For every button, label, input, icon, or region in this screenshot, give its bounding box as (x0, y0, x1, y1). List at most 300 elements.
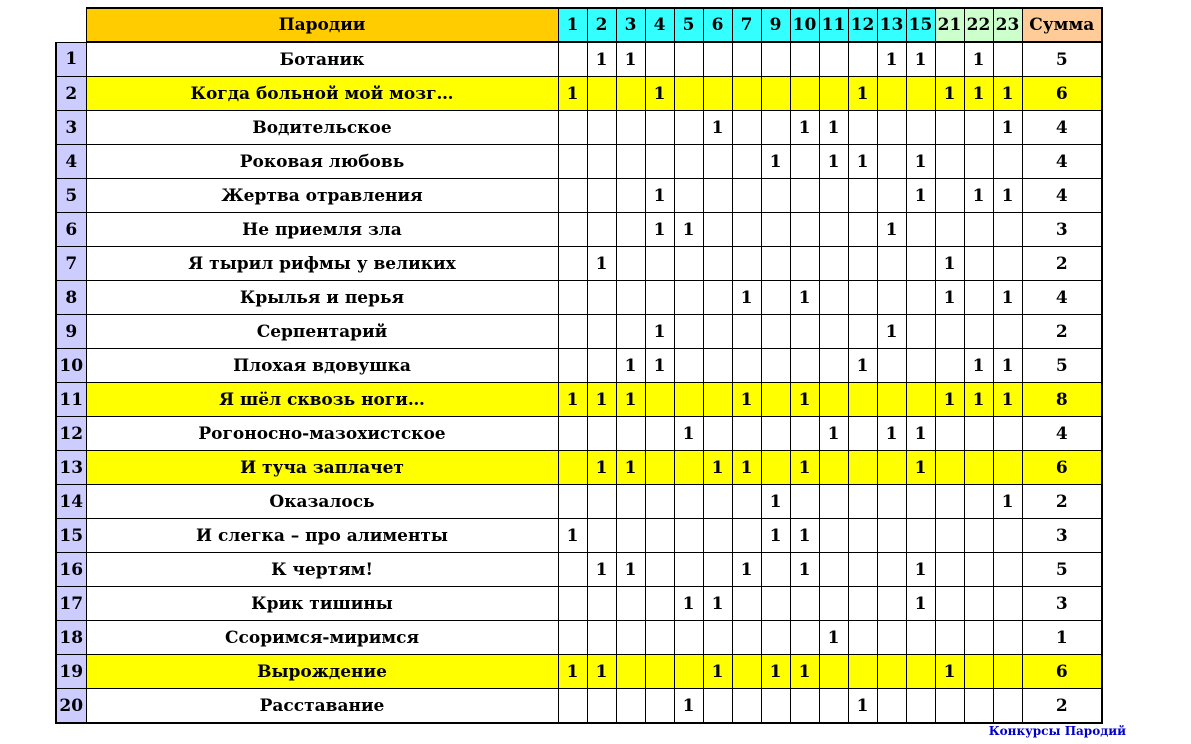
vote-cell[interactable] (674, 111, 703, 145)
vote-cell[interactable] (645, 587, 674, 621)
sum-cell[interactable]: 1 (1022, 621, 1102, 655)
vote-cell[interactable]: 1 (732, 451, 761, 485)
vote-cell[interactable] (964, 621, 993, 655)
parodies-column-header[interactable]: Пародии (86, 8, 558, 42)
vote-cell[interactable] (848, 519, 877, 553)
vote-cell[interactable] (993, 519, 1022, 553)
vote-cell[interactable] (906, 349, 935, 383)
parody-title-cell[interactable]: Жертва отравления (86, 179, 558, 213)
vote-cell[interactable] (761, 451, 790, 485)
vote-cell[interactable] (935, 519, 964, 553)
vote-cell[interactable] (964, 145, 993, 179)
judge-column-header[interactable]: 22 (964, 8, 993, 42)
vote-cell[interactable]: 1 (935, 77, 964, 111)
vote-cell[interactable] (964, 451, 993, 485)
vote-cell[interactable]: 1 (906, 417, 935, 451)
vote-cell[interactable] (964, 655, 993, 689)
vote-cell[interactable] (732, 77, 761, 111)
vote-cell[interactable] (645, 111, 674, 145)
vote-cell[interactable] (848, 179, 877, 213)
parody-title-cell[interactable]: Не приемля зла (86, 213, 558, 247)
vote-cell[interactable] (877, 247, 906, 281)
vote-cell[interactable] (732, 349, 761, 383)
vote-cell[interactable]: 1 (906, 42, 935, 77)
sum-column-header[interactable]: Сумма (1022, 8, 1102, 42)
vote-cell[interactable]: 1 (935, 655, 964, 689)
vote-cell[interactable] (761, 621, 790, 655)
sum-cell[interactable]: 4 (1022, 179, 1102, 213)
vote-cell[interactable] (703, 417, 732, 451)
vote-cell[interactable] (761, 77, 790, 111)
vote-cell[interactable] (558, 349, 587, 383)
vote-cell[interactable] (819, 383, 848, 417)
parody-title-cell[interactable]: Серпентарий (86, 315, 558, 349)
vote-cell[interactable] (674, 655, 703, 689)
vote-cell[interactable]: 1 (732, 383, 761, 417)
vote-cell[interactable] (616, 247, 645, 281)
vote-cell[interactable] (935, 42, 964, 77)
vote-cell[interactable] (732, 485, 761, 519)
vote-cell[interactable] (703, 145, 732, 179)
vote-cell[interactable] (964, 417, 993, 451)
sum-cell[interactable]: 2 (1022, 247, 1102, 281)
vote-cell[interactable] (935, 213, 964, 247)
vote-cell[interactable] (906, 77, 935, 111)
vote-cell[interactable] (819, 213, 848, 247)
vote-cell[interactable]: 1 (935, 383, 964, 417)
parody-title-cell[interactable]: Крылья и перья (86, 281, 558, 315)
vote-cell[interactable] (819, 485, 848, 519)
vote-cell[interactable] (587, 77, 616, 111)
vote-cell[interactable] (935, 349, 964, 383)
vote-cell[interactable] (935, 179, 964, 213)
vote-cell[interactable]: 1 (906, 145, 935, 179)
vote-cell[interactable] (761, 689, 790, 724)
vote-cell[interactable] (993, 621, 1022, 655)
vote-cell[interactable]: 1 (848, 689, 877, 724)
vote-cell[interactable] (645, 383, 674, 417)
vote-cell[interactable] (819, 247, 848, 281)
vote-cell[interactable] (761, 417, 790, 451)
vote-cell[interactable] (703, 281, 732, 315)
vote-cell[interactable] (761, 213, 790, 247)
vote-cell[interactable] (703, 213, 732, 247)
vote-cell[interactable] (674, 179, 703, 213)
vote-cell[interactable] (761, 315, 790, 349)
vote-cell[interactable] (674, 621, 703, 655)
vote-cell[interactable] (587, 689, 616, 724)
vote-cell[interactable] (587, 587, 616, 621)
vote-cell[interactable] (993, 145, 1022, 179)
vote-cell[interactable] (616, 587, 645, 621)
vote-cell[interactable]: 1 (906, 451, 935, 485)
vote-cell[interactable] (877, 281, 906, 315)
vote-cell[interactable] (848, 315, 877, 349)
vote-cell[interactable] (848, 621, 877, 655)
vote-cell[interactable]: 1 (993, 111, 1022, 145)
parody-title-cell[interactable]: Рогоносно-мазохистское (86, 417, 558, 451)
vote-cell[interactable] (674, 145, 703, 179)
judge-column-header[interactable]: 10 (790, 8, 819, 42)
vote-cell[interactable] (819, 77, 848, 111)
vote-cell[interactable] (732, 111, 761, 145)
vote-cell[interactable]: 1 (587, 247, 616, 281)
parody-title-cell[interactable]: Роковая любовь (86, 145, 558, 179)
vote-cell[interactable] (616, 689, 645, 724)
vote-cell[interactable] (616, 315, 645, 349)
vote-cell[interactable] (964, 689, 993, 724)
vote-cell[interactable]: 1 (819, 145, 848, 179)
vote-cell[interactable] (558, 179, 587, 213)
vote-cell[interactable] (993, 417, 1022, 451)
vote-cell[interactable] (587, 179, 616, 213)
vote-cell[interactable]: 1 (645, 77, 674, 111)
parody-title-cell[interactable]: И слегка – про алименты (86, 519, 558, 553)
vote-cell[interactable] (790, 587, 819, 621)
judge-column-header[interactable]: 11 (819, 8, 848, 42)
vote-cell[interactable]: 1 (674, 587, 703, 621)
vote-cell[interactable] (790, 213, 819, 247)
vote-cell[interactable] (674, 281, 703, 315)
vote-cell[interactable] (703, 383, 732, 417)
vote-cell[interactable] (616, 111, 645, 145)
sum-cell[interactable]: 4 (1022, 145, 1102, 179)
vote-cell[interactable] (616, 485, 645, 519)
vote-cell[interactable] (732, 621, 761, 655)
vote-cell[interactable] (587, 417, 616, 451)
vote-cell[interactable] (587, 621, 616, 655)
vote-cell[interactable]: 1 (935, 281, 964, 315)
vote-cell[interactable] (703, 621, 732, 655)
vote-cell[interactable] (790, 315, 819, 349)
sum-cell[interactable]: 6 (1022, 77, 1102, 111)
vote-cell[interactable]: 1 (645, 213, 674, 247)
vote-cell[interactable]: 1 (993, 179, 1022, 213)
vote-cell[interactable] (848, 655, 877, 689)
vote-cell[interactable] (674, 519, 703, 553)
sum-cell[interactable]: 3 (1022, 587, 1102, 621)
vote-cell[interactable] (558, 145, 587, 179)
vote-cell[interactable] (674, 349, 703, 383)
vote-cell[interactable] (964, 213, 993, 247)
parody-title-cell[interactable]: Я шёл сквозь ноги… (86, 383, 558, 417)
vote-cell[interactable]: 1 (790, 383, 819, 417)
vote-cell[interactable]: 1 (616, 349, 645, 383)
vote-cell[interactable] (761, 42, 790, 77)
vote-cell[interactable] (790, 621, 819, 655)
sum-cell[interactable]: 5 (1022, 349, 1102, 383)
sum-cell[interactable]: 3 (1022, 519, 1102, 553)
vote-cell[interactable] (906, 213, 935, 247)
vote-cell[interactable] (587, 111, 616, 145)
parody-title-cell[interactable]: Ссоримся-миримся (86, 621, 558, 655)
vote-cell[interactable] (906, 655, 935, 689)
vote-cell[interactable]: 1 (848, 77, 877, 111)
vote-cell[interactable] (993, 213, 1022, 247)
sum-cell[interactable]: 5 (1022, 42, 1102, 77)
vote-cell[interactable] (645, 281, 674, 315)
sum-cell[interactable]: 4 (1022, 111, 1102, 145)
vote-cell[interactable]: 1 (761, 145, 790, 179)
vote-cell[interactable] (877, 111, 906, 145)
vote-cell[interactable]: 1 (790, 655, 819, 689)
parody-title-cell[interactable]: Оказалось (86, 485, 558, 519)
vote-cell[interactable] (645, 451, 674, 485)
vote-cell[interactable] (616, 621, 645, 655)
vote-cell[interactable] (732, 315, 761, 349)
vote-cell[interactable]: 1 (790, 553, 819, 587)
vote-cell[interactable] (993, 553, 1022, 587)
parody-title-cell[interactable]: Ботаник (86, 42, 558, 77)
vote-cell[interactable] (819, 587, 848, 621)
vote-cell[interactable] (790, 42, 819, 77)
vote-cell[interactable]: 1 (964, 77, 993, 111)
vote-cell[interactable]: 1 (587, 655, 616, 689)
vote-cell[interactable] (906, 111, 935, 145)
vote-cell[interactable]: 1 (703, 451, 732, 485)
vote-cell[interactable] (906, 689, 935, 724)
vote-cell[interactable]: 1 (993, 77, 1022, 111)
vote-cell[interactable] (993, 451, 1022, 485)
vote-cell[interactable] (674, 553, 703, 587)
vote-cell[interactable] (906, 247, 935, 281)
judge-column-header[interactable]: 2 (587, 8, 616, 42)
parody-title-cell[interactable]: Когда больной мой мозг… (86, 77, 558, 111)
parody-title-cell[interactable]: Водительское (86, 111, 558, 145)
vote-cell[interactable] (703, 349, 732, 383)
vote-cell[interactable] (790, 485, 819, 519)
sum-cell[interactable]: 2 (1022, 689, 1102, 724)
vote-cell[interactable] (616, 77, 645, 111)
vote-cell[interactable] (645, 519, 674, 553)
vote-cell[interactable] (993, 247, 1022, 281)
vote-cell[interactable] (703, 247, 732, 281)
sum-cell[interactable]: 6 (1022, 655, 1102, 689)
vote-cell[interactable] (993, 587, 1022, 621)
vote-cell[interactable] (790, 417, 819, 451)
vote-cell[interactable] (732, 145, 761, 179)
vote-cell[interactable] (587, 281, 616, 315)
vote-cell[interactable] (645, 655, 674, 689)
vote-cell[interactable] (819, 349, 848, 383)
vote-cell[interactable]: 1 (558, 519, 587, 553)
vote-cell[interactable] (616, 145, 645, 179)
vote-cell[interactable] (964, 587, 993, 621)
vote-cell[interactable] (848, 485, 877, 519)
judge-column-header[interactable]: 1 (558, 8, 587, 42)
sum-cell[interactable]: 8 (1022, 383, 1102, 417)
vote-cell[interactable] (645, 417, 674, 451)
vote-cell[interactable] (674, 77, 703, 111)
vote-cell[interactable]: 1 (819, 621, 848, 655)
vote-cell[interactable] (558, 247, 587, 281)
vote-cell[interactable]: 1 (993, 485, 1022, 519)
vote-cell[interactable] (558, 315, 587, 349)
judge-column-header[interactable]: 9 (761, 8, 790, 42)
vote-cell[interactable]: 1 (587, 451, 616, 485)
vote-cell[interactable] (877, 621, 906, 655)
vote-cell[interactable] (935, 485, 964, 519)
sum-cell[interactable]: 5 (1022, 553, 1102, 587)
vote-cell[interactable] (790, 145, 819, 179)
vote-cell[interactable] (732, 42, 761, 77)
vote-cell[interactable] (935, 587, 964, 621)
vote-cell[interactable]: 1 (964, 179, 993, 213)
vote-cell[interactable]: 1 (674, 213, 703, 247)
vote-cell[interactable] (790, 349, 819, 383)
vote-cell[interactable] (819, 451, 848, 485)
vote-cell[interactable] (819, 519, 848, 553)
vote-cell[interactable]: 1 (703, 111, 732, 145)
parody-title-cell[interactable]: Плохая вдовушка (86, 349, 558, 383)
vote-cell[interactable] (935, 145, 964, 179)
vote-cell[interactable] (877, 485, 906, 519)
vote-cell[interactable] (877, 519, 906, 553)
vote-cell[interactable] (848, 553, 877, 587)
vote-cell[interactable]: 1 (848, 145, 877, 179)
judge-column-header[interactable]: 4 (645, 8, 674, 42)
vote-cell[interactable] (674, 42, 703, 77)
vote-cell[interactable] (848, 587, 877, 621)
vote-cell[interactable]: 1 (790, 451, 819, 485)
vote-cell[interactable] (761, 247, 790, 281)
vote-cell[interactable] (935, 621, 964, 655)
vote-cell[interactable] (906, 485, 935, 519)
vote-cell[interactable] (877, 179, 906, 213)
vote-cell[interactable]: 1 (964, 42, 993, 77)
vote-cell[interactable] (761, 111, 790, 145)
vote-cell[interactable] (964, 247, 993, 281)
vote-cell[interactable]: 1 (645, 349, 674, 383)
vote-cell[interactable] (935, 553, 964, 587)
vote-cell[interactable] (906, 315, 935, 349)
vote-cell[interactable] (906, 383, 935, 417)
vote-cell[interactable] (674, 247, 703, 281)
vote-cell[interactable] (790, 179, 819, 213)
vote-cell[interactable] (558, 42, 587, 77)
vote-cell[interactable] (703, 519, 732, 553)
vote-cell[interactable] (732, 519, 761, 553)
vote-cell[interactable] (703, 553, 732, 587)
vote-cell[interactable] (616, 281, 645, 315)
vote-cell[interactable] (703, 689, 732, 724)
vote-cell[interactable] (558, 587, 587, 621)
vote-cell[interactable]: 1 (616, 383, 645, 417)
vote-cell[interactable]: 1 (993, 383, 1022, 417)
vote-cell[interactable]: 1 (877, 213, 906, 247)
vote-cell[interactable]: 1 (906, 179, 935, 213)
vote-cell[interactable] (558, 689, 587, 724)
vote-cell[interactable] (877, 655, 906, 689)
sum-cell[interactable]: 2 (1022, 485, 1102, 519)
vote-cell[interactable] (819, 689, 848, 724)
vote-cell[interactable] (790, 247, 819, 281)
vote-cell[interactable] (558, 213, 587, 247)
vote-cell[interactable]: 1 (935, 247, 964, 281)
vote-cell[interactable] (848, 451, 877, 485)
vote-cell[interactable] (645, 42, 674, 77)
vote-cell[interactable] (819, 42, 848, 77)
vote-cell[interactable]: 1 (993, 349, 1022, 383)
vote-cell[interactable]: 1 (790, 281, 819, 315)
vote-cell[interactable] (993, 315, 1022, 349)
vote-cell[interactable] (993, 655, 1022, 689)
vote-cell[interactable] (964, 111, 993, 145)
vote-cell[interactable]: 1 (906, 553, 935, 587)
vote-cell[interactable]: 1 (674, 417, 703, 451)
vote-cell[interactable]: 1 (558, 383, 587, 417)
vote-cell[interactable] (558, 111, 587, 145)
vote-cell[interactable] (761, 349, 790, 383)
vote-cell[interactable] (848, 42, 877, 77)
vote-cell[interactable] (761, 281, 790, 315)
vote-cell[interactable] (645, 621, 674, 655)
vote-cell[interactable] (732, 689, 761, 724)
vote-cell[interactable] (906, 621, 935, 655)
vote-cell[interactable] (877, 689, 906, 724)
vote-cell[interactable]: 1 (703, 655, 732, 689)
vote-cell[interactable] (558, 485, 587, 519)
vote-cell[interactable] (964, 485, 993, 519)
vote-cell[interactable] (732, 587, 761, 621)
parody-title-cell[interactable]: Я тырил рифмы у великих (86, 247, 558, 281)
vote-cell[interactable] (877, 553, 906, 587)
sum-cell[interactable]: 4 (1022, 281, 1102, 315)
vote-cell[interactable] (761, 383, 790, 417)
vote-cell[interactable] (877, 383, 906, 417)
sum-cell[interactable]: 3 (1022, 213, 1102, 247)
vote-cell[interactable] (558, 281, 587, 315)
vote-cell[interactable] (877, 587, 906, 621)
vote-cell[interactable] (558, 417, 587, 451)
vote-cell[interactable] (587, 315, 616, 349)
vote-cell[interactable] (558, 451, 587, 485)
vote-cell[interactable]: 1 (558, 655, 587, 689)
judge-column-header[interactable]: 21 (935, 8, 964, 42)
vote-cell[interactable]: 1 (587, 383, 616, 417)
vote-cell[interactable]: 1 (616, 42, 645, 77)
vote-cell[interactable]: 1 (877, 42, 906, 77)
vote-cell[interactable] (703, 485, 732, 519)
vote-cell[interactable]: 1 (964, 349, 993, 383)
vote-cell[interactable] (877, 451, 906, 485)
vote-cell[interactable] (761, 553, 790, 587)
vote-cell[interactable] (674, 383, 703, 417)
vote-cell[interactable] (703, 179, 732, 213)
vote-cell[interactable]: 1 (819, 111, 848, 145)
vote-cell[interactable] (848, 111, 877, 145)
vote-cell[interactable] (645, 689, 674, 724)
vote-cell[interactable] (819, 281, 848, 315)
sum-cell[interactable]: 4 (1022, 417, 1102, 451)
vote-cell[interactable]: 1 (761, 655, 790, 689)
vote-cell[interactable] (848, 247, 877, 281)
vote-cell[interactable] (993, 42, 1022, 77)
vote-cell[interactable] (645, 247, 674, 281)
vote-cell[interactable] (645, 485, 674, 519)
vote-cell[interactable] (935, 451, 964, 485)
vote-cell[interactable] (964, 553, 993, 587)
vote-cell[interactable]: 1 (877, 417, 906, 451)
vote-cell[interactable] (819, 179, 848, 213)
vote-cell[interactable] (935, 111, 964, 145)
vote-cell[interactable] (877, 145, 906, 179)
vote-cell[interactable]: 1 (587, 553, 616, 587)
vote-cell[interactable] (558, 621, 587, 655)
vote-cell[interactable] (906, 281, 935, 315)
vote-cell[interactable] (587, 213, 616, 247)
vote-cell[interactable] (674, 315, 703, 349)
